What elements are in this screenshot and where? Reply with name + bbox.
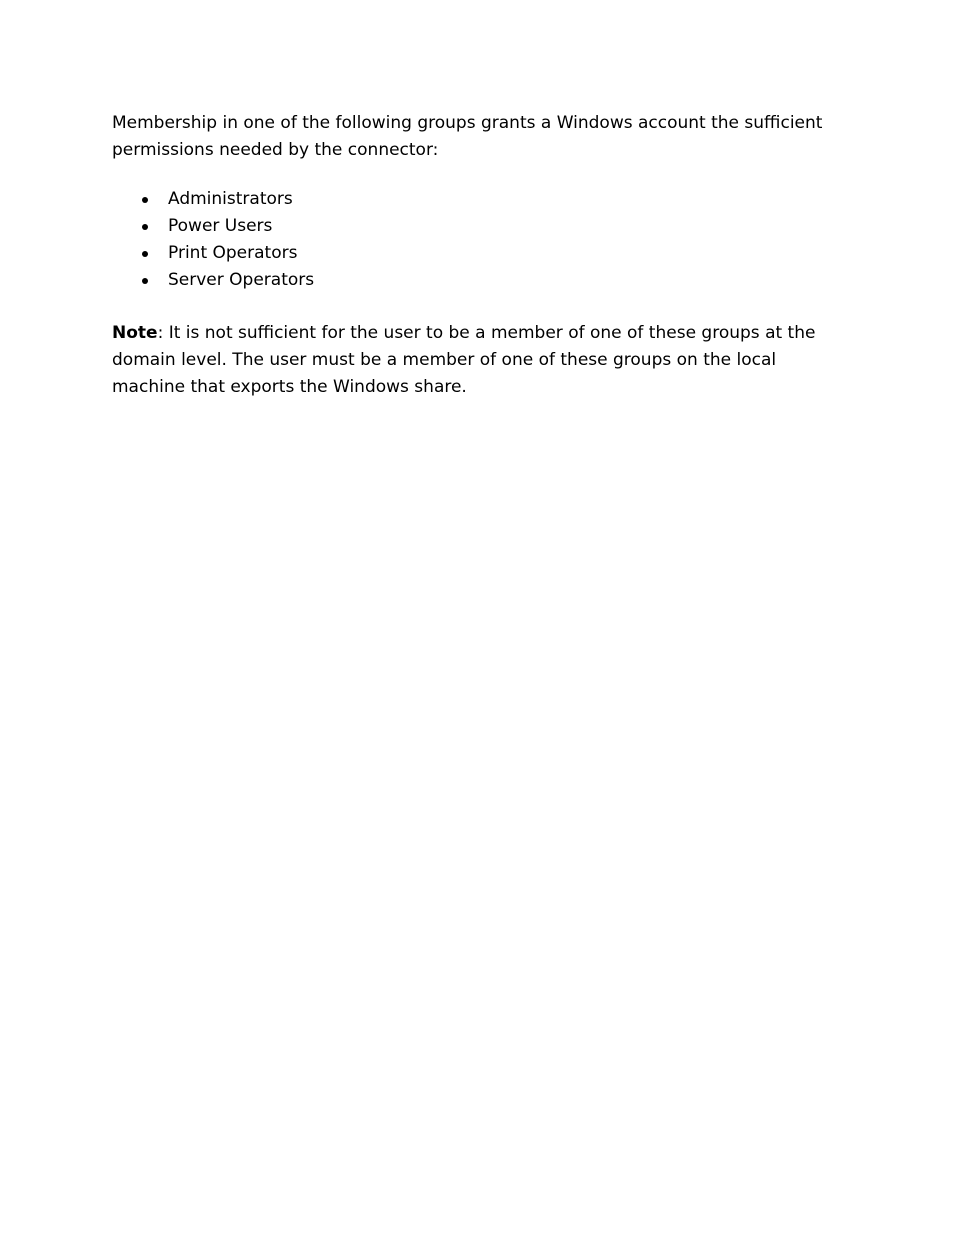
bullet-icon — [142, 278, 148, 284]
document-page — [112, 110, 852, 401]
list-item — [112, 267, 852, 294]
group-name: Administrators — [168, 189, 293, 209]
group-name: Power Users — [168, 216, 273, 236]
group-name: Server Operators — [168, 270, 315, 290]
list-item — [112, 213, 852, 240]
bullet-icon — [142, 224, 148, 230]
note-paragraph — [112, 320, 852, 401]
group-name: Print Operators — [168, 243, 298, 263]
note-label: Note — [112, 323, 158, 343]
bullet-icon — [142, 251, 148, 257]
intro-paragraph: Membership in one of the following groups grants a Windows account the sufficient permissions needed by the connector: — [112, 113, 823, 160]
bullet-icon — [142, 197, 148, 203]
note-text: : It is not sufficient for the user to be a member of one of these groups at the domain level. The user must be a member of one of these groups on the local machine that exports the Windows share. — [112, 323, 816, 397]
list-item — [112, 186, 852, 213]
group-list — [112, 186, 852, 294]
list-item — [112, 240, 852, 267]
